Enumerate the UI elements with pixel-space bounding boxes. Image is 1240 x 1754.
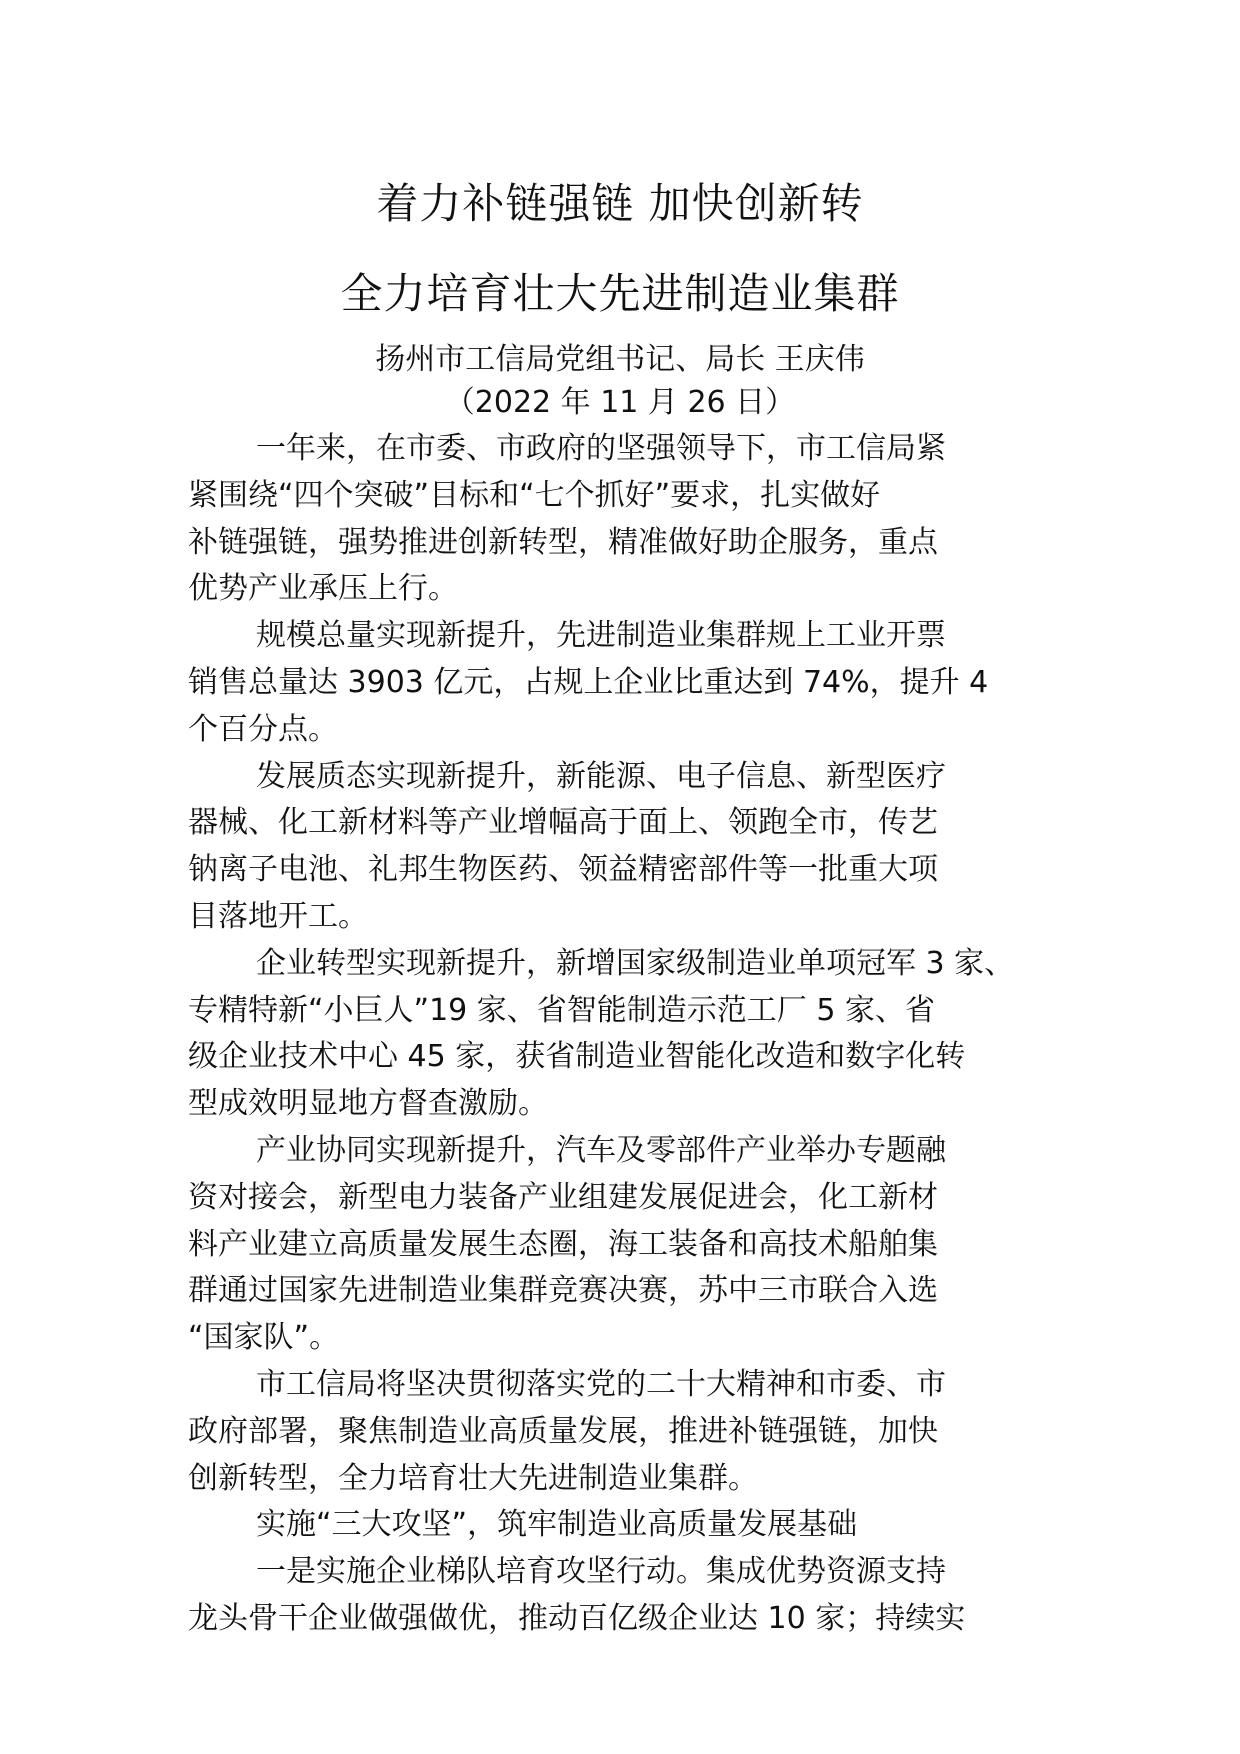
body-line: 规模总量实现新提升，先进制造业集群规上工业开票 <box>256 618 946 654</box>
body-line: 一年来，在市委、市政府的坚强领导下，市工信局紧 <box>256 431 946 466</box>
body-line: 创新转型，全力培育壮大先进制造业集群。 <box>188 1460 758 1496</box>
body-line: 补链强链，强势推进创新转型，精准做好助企服务，重点 <box>188 524 938 560</box>
body-line: 群通过国家先进制造业集群竞赛决赛，苏中三市联合入选 <box>188 1273 938 1309</box>
title-line-2: 全力培育壮大先进制造业集群 <box>340 269 900 318</box>
body-line: 政府部署，聚焦制造业高质量发展，推进补链强链，加快 <box>188 1413 938 1449</box>
body-line: 发展质态实现新提升，新能源、电子信息、新型医疗 <box>256 758 946 794</box>
date-line: （2022 年 11 月 26 日） <box>444 385 796 420</box>
body-line: 销售总量达 3903 亿元，占规上企业比重达到 74%，提升 4 <box>188 664 989 700</box>
body-line: 紧围绕“四个突破”目标和“七个抓好”要求，扎实做好 <box>188 477 881 513</box>
body-line: 个百分点。 <box>188 711 338 747</box>
body-line: 级企业技术中心 45 家，获省制造业智能化改造和数字化转 <box>188 1039 966 1075</box>
body-line: 资对接会，新型电力装备产业组建发展促进会，化工新材 <box>188 1179 938 1215</box>
body-line: 市工信局将坚决贯彻落实党的二十大精神和市委、市 <box>256 1366 946 1402</box>
body-line: 产业协同实现新提升，汽车及零部件产业举办专题融 <box>256 1132 946 1168</box>
body-line: “国家队”。 <box>188 1320 340 1356</box>
body-line: 优势产业承压上行。 <box>188 571 458 607</box>
body-line: 企业转型实现新提升，新增国家级制造业单项冠军 3 家、 <box>256 945 1015 981</box>
body-line: 钠离子电池、礼邦生物医药、领益精密部件等一批重大项 <box>188 852 938 888</box>
title-line-1: 着力补链强链 加快创新转 <box>376 179 864 228</box>
author-line: 扬州市工信局党组书记、局长 王庆伟 <box>375 342 865 377</box>
body-line: 一是实施企业梯队培育攻坚行动。集成优势资源支持 <box>256 1554 946 1590</box>
body-line: 专精特新“小巨人”19 家、省智能制造示范工厂 5 家、省 <box>188 992 935 1028</box>
body-line: 龙头骨干企业做强做优，推动百亿级企业达 10 家；持续实 <box>188 1600 966 1636</box>
body-line: 料产业建立高质量发展生态圈，海工装备和高技术船舶集 <box>188 1226 938 1262</box>
body-line: 器械、化工新材料等产业增幅高于面上、领跑全市，传艺 <box>188 805 938 841</box>
body-line: 目落地开工。 <box>188 898 368 934</box>
body-text <box>188 426 1053 1643</box>
section-heading: 实施“三大攻坚”，筑牢制造业高质量发展基础 <box>256 1507 858 1543</box>
body-line: 型成效明显地方督查激励。 <box>188 1086 548 1122</box>
